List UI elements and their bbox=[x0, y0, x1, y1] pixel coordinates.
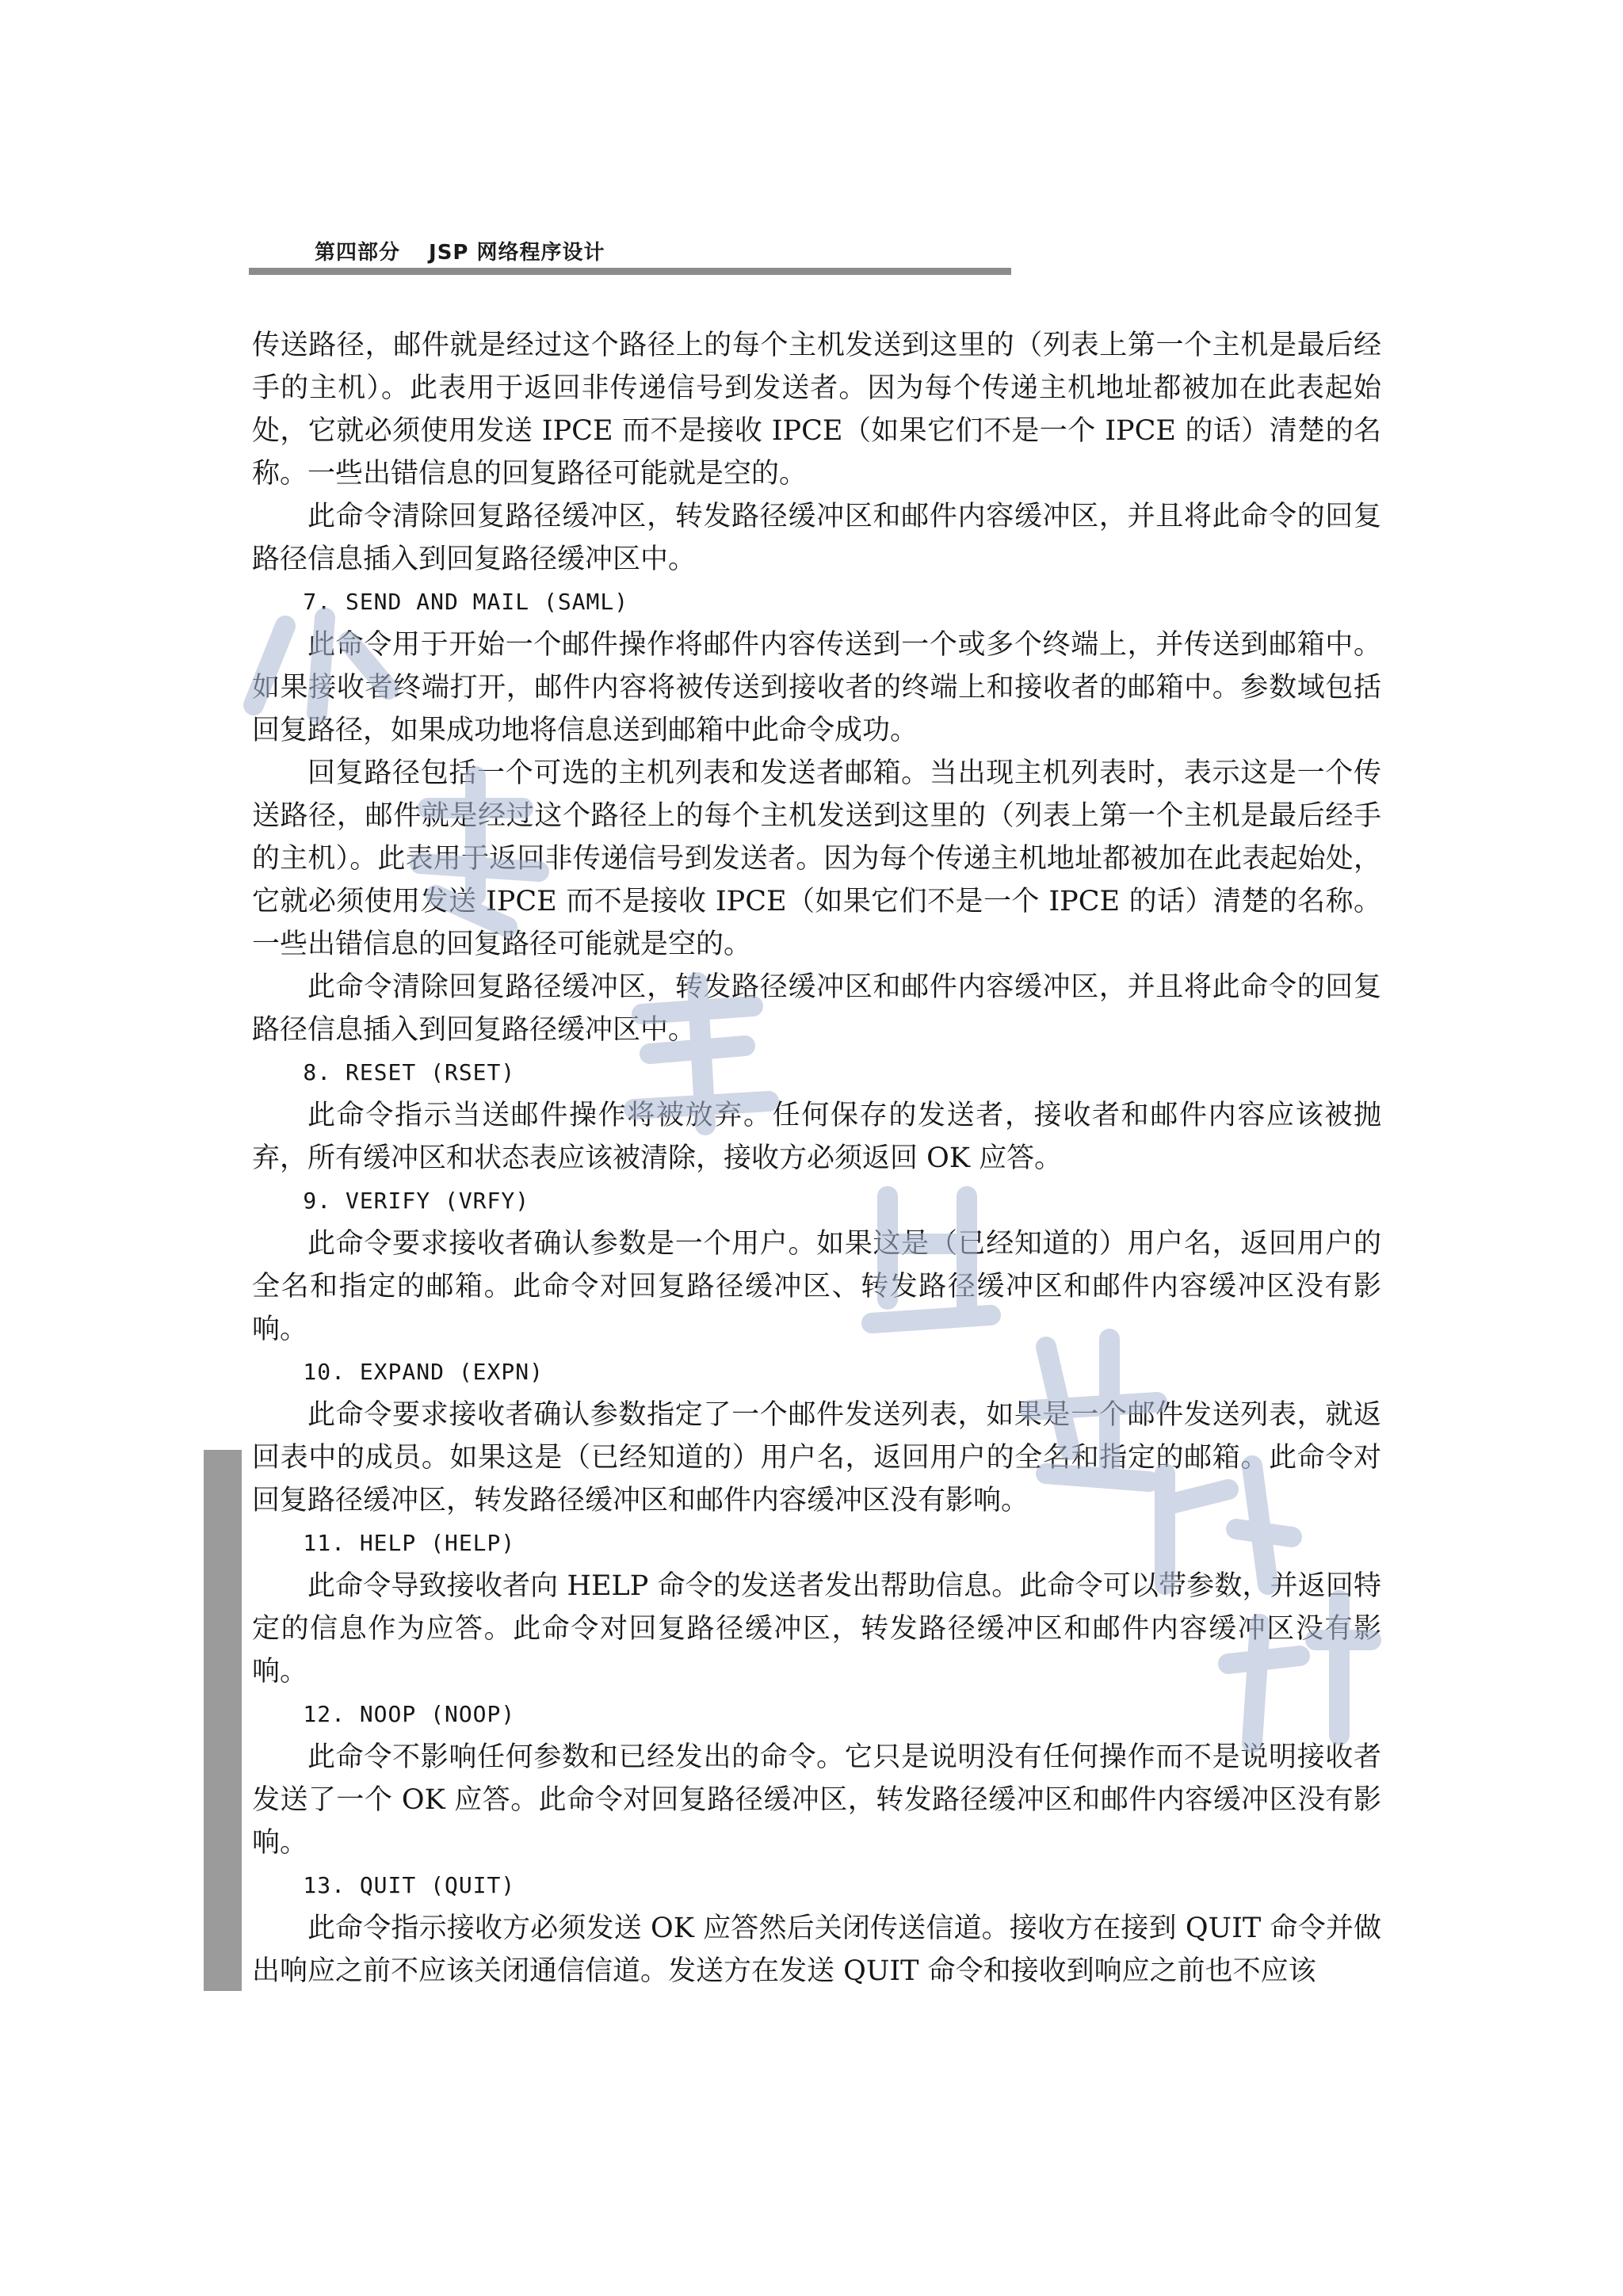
running-header bbox=[315, 236, 605, 265]
body-paragraph: 此命令指示接收方必须发送 OK 应答然后关闭传送信道。接收方在接到 QUIT 命令并做出响应之前不应该关闭通信信道。发送方在发送 QUIT 命令和接收到响应之前也不应该 bbox=[252, 1913, 1381, 1987]
body-paragraph: 此命令指示当送邮件操作将被放弃。任何保存的发送者，接收者和邮件内容应该被抛弃，所有缓冲区和状态表应该被清除，接收方必须返回 OK 应答。 bbox=[252, 1100, 1381, 1174]
header-part: 第四部分 bbox=[315, 241, 401, 265]
section-heading: 10. EXPAND (EXPN) bbox=[303, 1359, 544, 1385]
body-paragraph: 回复路径包括一个可选的主机列表和发送者邮箱。当出现主机列表时，表示这是一个传送路径，邮件就是经过这个路径上的每个主机发送到这里的（列表上第一个主机是最后经手的主机）。此表用于返回非传递信号到发送者。因为每个传递主机地址都被加在此表起始处，它就必须使用发送 IPCE 而不是接收 IPCE（如果它们不是一个 IPCE 的话）清楚的名称。一些出错信息的回复路径可能就是空的。 bbox=[252, 757, 1381, 960]
page-body bbox=[252, 324, 1381, 1993]
body-paragraph: 此命令用于开始一个邮件操作将邮件内容传送到一个或多个终端上，并传送到邮箱中。如果接收者终端打开，邮件内容将被传送到接收者的终端上和接收者的邮箱中。参数域包括回复路径，如果成功地将信息送到邮箱中此命令成功。 bbox=[252, 629, 1381, 746]
body-paragraph: 此命令要求接收者确认参数指定了一个邮件发送列表，如果是一个邮件发送列表，就返回表中的成员。如果这是（已经知道的）用户名，返回用户的全名和指定的邮箱。此命令对回复路径缓冲区，转发路径缓冲区和邮件内容缓冲区没有影响。 bbox=[252, 1399, 1381, 1516]
section-heading: 8. RESET (RSET) bbox=[303, 1059, 516, 1085]
side-marker-bar bbox=[204, 1450, 242, 1991]
body-paragraph: 此命令要求接收者确认参数是一个用户。如果这是（已经知道的）用户名，返回用户的全名和指定的邮箱。此命令对回复路径缓冲区、转发路径缓冲区和邮件内容缓冲区没有影响。 bbox=[252, 1228, 1381, 1345]
section-heading: 13. QUIT (QUIT) bbox=[303, 1872, 516, 1898]
header-title: JSP 网络程序设计 bbox=[429, 241, 605, 265]
body-paragraph: 此命令清除回复路径缓冲区，转发路径缓冲区和邮件内容缓冲区，并且将此命令的回复路径信息插入到回复路径缓冲区中。 bbox=[252, 501, 1381, 575]
body-paragraph: 传送路径，邮件就是经过这个路径上的每个主机发送到这里的（列表上第一个主机是最后经手的主机）。此表用于返回非传递信号到发送者。因为每个传递主机地址都被加在此表起始处，它就必须使用发送 IPCE 而不是接收 IPCE（如果它们不是一个 IPCE 的话）清楚的名称。一些出错信息的回复路径可能就是空的。 bbox=[252, 330, 1381, 490]
body-paragraph: 此命令导致接收者向 HELP 命令的发送者发出帮助信息。此命令可以带参数，并返回特定的信息作为应答。此命令对回复路径缓冲区，转发路径缓冲区和邮件内容缓冲区没有影响。 bbox=[252, 1570, 1381, 1688]
section-heading: 9. VERIFY (VRFY) bbox=[303, 1188, 530, 1214]
section-heading: 12. NOOP (NOOP) bbox=[303, 1701, 516, 1727]
section-heading: 11. HELP (HELP) bbox=[303, 1530, 516, 1556]
section-heading: 7. SEND AND MAIL (SAML) bbox=[303, 589, 629, 615]
header-rule bbox=[249, 268, 1011, 275]
body-paragraph: 此命令不影响任何参数和已经发出的命令。它只是说明没有任何操作而不是说明接收者发送了一个 OK 应答。此命令对回复路径缓冲区，转发路径缓冲区和邮件内容缓冲区没有影响。 bbox=[252, 1741, 1381, 1859]
body-paragraph: 此命令清除回复路径缓冲区，转发路径缓冲区和邮件内容缓冲区，并且将此命令的回复路径信息插入到回复路径缓冲区中。 bbox=[252, 971, 1381, 1046]
